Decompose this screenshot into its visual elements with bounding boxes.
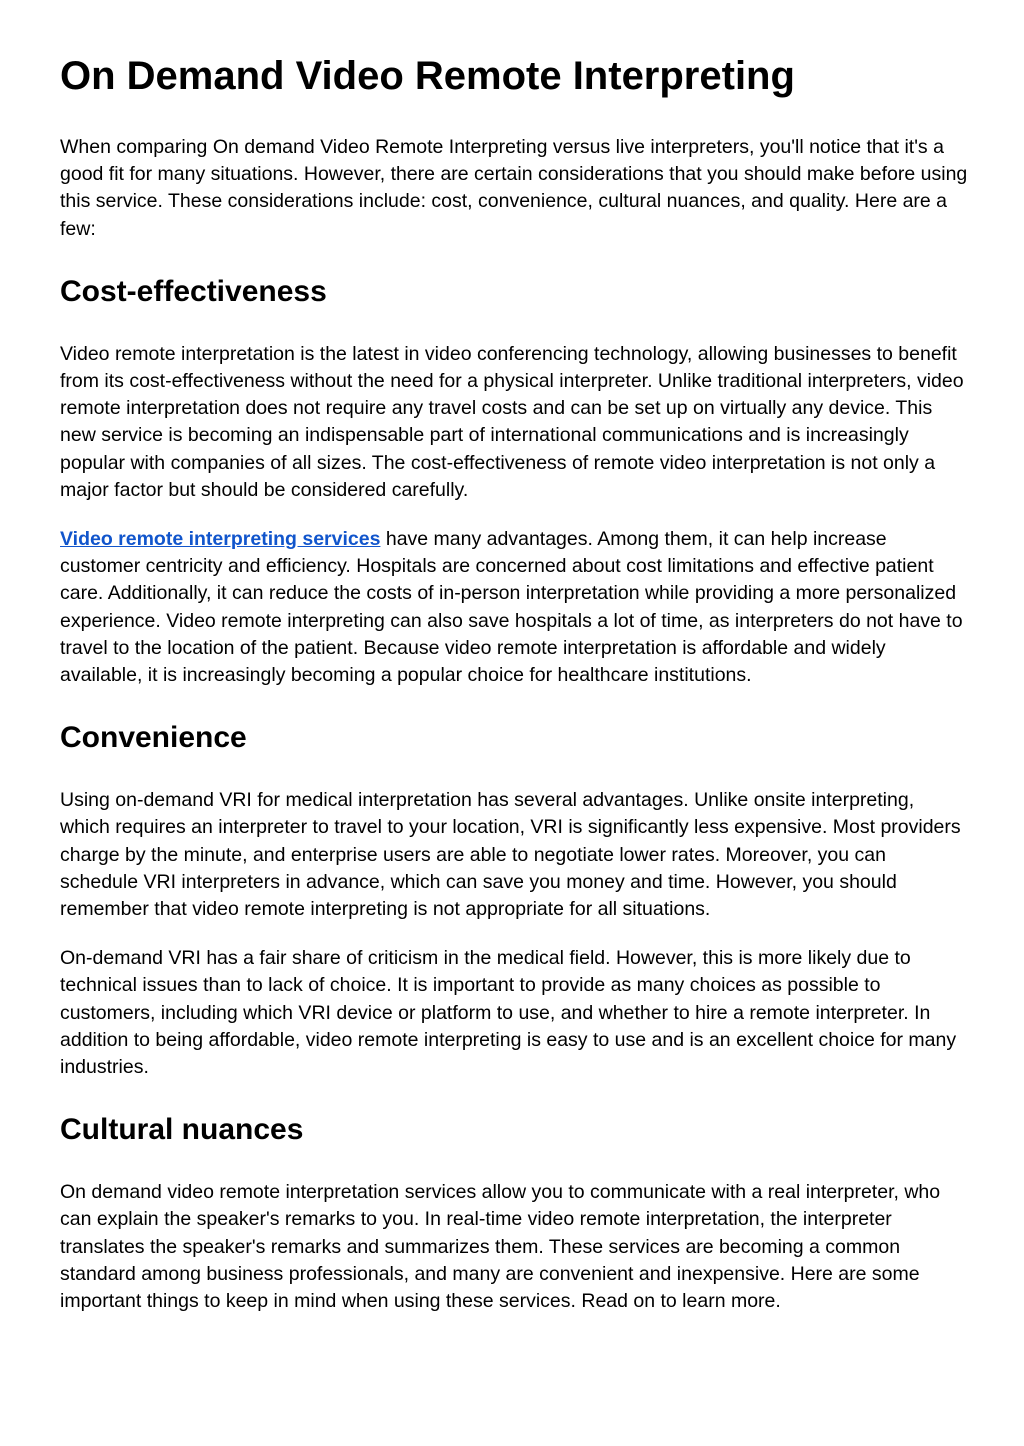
body-paragraph: Video remote interpretation is the latest in video conferencing technology, allowing businesses to benefit from its cost-effectiveness without the need for a physical interpreter. Unlike traditional interpreters, video remote interpretation does not require any travel costs and can be set up on virtually any device. This new service is becoming an indispensable part of international communications and is increasingly popular with companies of all sizes. The cost-effectiveness of remote video interpretation is not only a major factor but should be considered carefully. — [60, 342, 964, 501]
vri-services-link[interactable]: Video remote interpreting services — [60, 528, 381, 551]
page-title: On Demand Video Remote Interpreting — [60, 54, 795, 98]
body-paragraph: Using on-demand VRI for medical interpretation has several advantages. Unlike onsite interpreting, which requires an interpreter to travel to your location, VRI is significantly less expensive. Most providers charge by the minute, and enterprise users are able to negotiate lower rates. Moreover, you can schedule VRI interpreters in advance, which can save you money and time. However, you should remember that video remote interpreting is not appropriate for all situations. — [60, 789, 961, 921]
section-cost-effectiveness — [60, 274, 968, 689]
body-paragraph-with-link — [60, 526, 968, 689]
paragraph-text: have many advantages. Among them, it can help increase customer centricity and efficiency. Hospitals are concerned about cost limitations and effective patient care. Additionally, it can reduce the costs of in-person interpretation while providing a more personalized experience. Video remote interpreting can also save hospitals a lot of time, as interpreters do not have to travel to the location of the patient. Because video remote interpretation is affordable and widely available, it is increasingly becoming a popular choice for healthcare institutions. — [60, 528, 963, 687]
section-heading: Cultural nuances — [60, 1113, 304, 1147]
section-convenience — [60, 720, 968, 1081]
section-heading: Convenience — [60, 721, 247, 755]
section-cultural-nuances — [60, 1112, 968, 1315]
section-heading: Cost-effectiveness — [60, 274, 327, 308]
body-paragraph: On demand video remote interpretation services allow you to communicate with a real interpreter, who can explain the speaker's remarks to you. In real-time video remote interpretation, the interpreter translates the speaker's remarks and summarizes them. These services are becoming a common standard among business professionals, and many are convenient and inexpensive. Here are some important things to keep in mind when using these services. Read on to learn more. — [60, 1181, 941, 1313]
intro-paragraph: When comparing On demand Video Remote Interpreting versus live interpreters, you'll notice that it's a good fit for many situations. However, there are certain considerations that you should make before using this service. These considerations include: cost, convenience, cultural nuances, and quality. Here are a few: — [60, 136, 968, 240]
body-paragraph: On-demand VRI has a fair share of criticism in the medical field. However, this is more likely due to technical issues than to lack of choice. It is important to provide as many choices as possible to customers, including which VRI device or platform to use, and whether to hire a remote interpreter. In addition to being affordable, video remote interpreting is easy to use and is an excellent choice for many industries. — [60, 947, 957, 1079]
